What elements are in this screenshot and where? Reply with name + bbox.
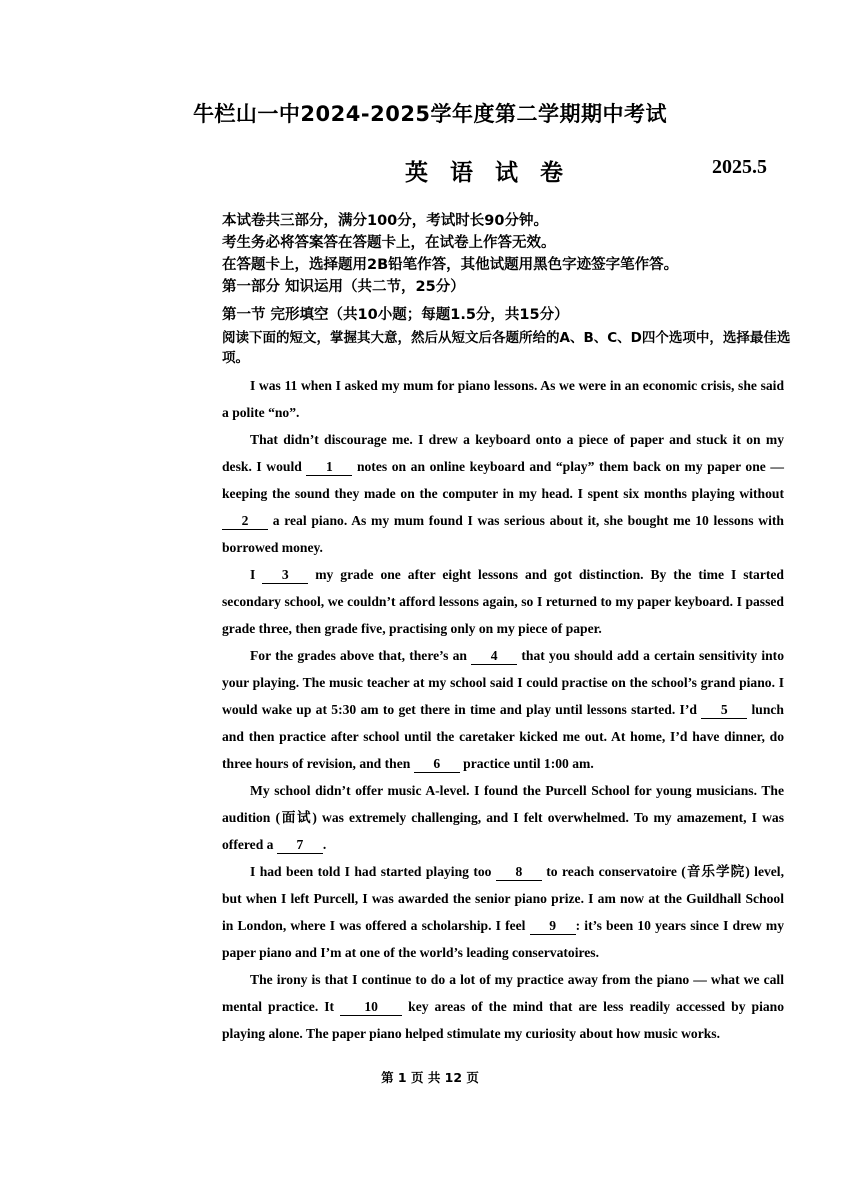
direction-text: 阅读下面的短文，掌握其大意，然后从短文后各题所给的A、B、C、D四个选项中，选择最佳选项。 [222,330,791,366]
paragraph-5 [222,777,784,858]
instruction-line-1: 本试卷共三部分，满分100分，考试时长90分钟。 [222,213,548,229]
paragraph-2 [222,426,784,561]
paragraph-6-text-c: : it’s been 10 years since I drew my paper piano and I’m at one of the world’s leading conservatoires. [222,918,784,960]
paragraph-7-text-a: The irony is that I continue to do a lot of my practice away from the piano — what we call mental practice. It [222,972,784,1014]
paragraph-2-text-c: a real piano. As my mum found I was serious about it, she bought me 10 lessons with borrowed money. [222,513,784,555]
blank-5: 5 [701,702,747,719]
part-heading: 第一部分 知识运用（共二节，25分） [222,279,465,295]
blank-6: 6 [414,756,460,773]
paragraph-3 [222,561,784,642]
paragraph-2-text-a: That didn’t discourage me. I drew a keyboard onto a piece of paper and stuck it on my desk. I would [222,432,784,474]
paragraph-7-text-b: key areas of the mind that are less readily accessed by piano playing alone. The paper piano helped stimulate my curiosity about how music works. [222,999,785,1041]
paragraph-1 [222,372,784,426]
paragraph-4-text-b: that you should add a certain sensitivity into your playing. The music teacher at my school said I could practise on the school’s grand piano. I would wake up at 5:30 am to get there in time and play until lessons started. I’d [222,648,784,717]
cloze-passage [222,372,784,1047]
blank-3: 3 [262,567,308,584]
blank-8: 8 [496,864,542,881]
paragraph-6-text-a: I had been told I had started playing too [250,864,492,879]
page-number: 第 1 页 共 12 页 [381,1070,479,1085]
paragraph-6 [222,858,784,966]
exam-title: 牛栏山一中2024-2025学年度第二学期期中考试 [192,102,668,126]
paragraph-5-text-b: . [322,837,327,852]
paragraph-5-text-a: My school didn’t offer music A-level. I found the Purcell School for young musicians. The audition (面试) was extremely challenging, and I felt overwhelmed. To my amazement, I was offered a [222,783,784,852]
section-heading: 第一节 完形填空（共10小题；每题1.5分，共15分） [222,307,569,323]
paragraph-4-text-a: For the grades above that, there’s an [250,648,467,663]
instructions-block [222,210,792,368]
paragraph-7 [222,966,784,1047]
blank-4: 4 [471,648,517,665]
paragraph-4-text-c: lunch and then practice after school until the caretaker kicked me out. At home, I’d have dinner, do three hours of revision, and then [222,702,784,771]
blank-9: 9 [530,918,576,935]
blank-10: 10 [340,999,402,1016]
paragraph-6-text-b: to reach conservatoire (音乐学院) level, but when I left Purcell, I was awarded the senior piano prize. I am now at the Guildhall School in London, where I was offered a scholarship. I feel [222,864,784,933]
paragraph-3-text-a: I [250,567,256,582]
subject-title: 英语试卷 [405,160,585,186]
blank-7: 7 [277,837,323,854]
paragraph-2-text-b: notes on an online keyboard and “play” them back on my paper one —keeping the sound they made on the computer in my head. I spent six months playing without [222,459,784,501]
instruction-line-2: 考生务必将答案答在答题卡上，在试卷上作答无效。 [222,235,556,251]
exam-date: 2025.5 [712,156,767,178]
paragraph-4 [222,642,784,777]
blank-1: 1 [306,459,352,476]
paragraph-4-text-d: practice until 1:00 am. [463,756,594,771]
instruction-line-3: 在答题卡上，选择题用2B铅笔作答，其他试题用黑色字迹签字笔作答。 [222,257,679,273]
blank-2: 2 [222,513,268,530]
paragraph-3-text-b: my grade one after eight lessons and got distinction. By the time I started secondary school, we couldn’t afford lessons again, so I returned to my paper keyboard. I passed grade three, then grade five, practising only on my piece of paper. [222,567,784,636]
paragraph-1-text: I was 11 when I asked my mum for piano lessons. As we were in an economic crisis, she said a polite “no”. [222,378,784,420]
